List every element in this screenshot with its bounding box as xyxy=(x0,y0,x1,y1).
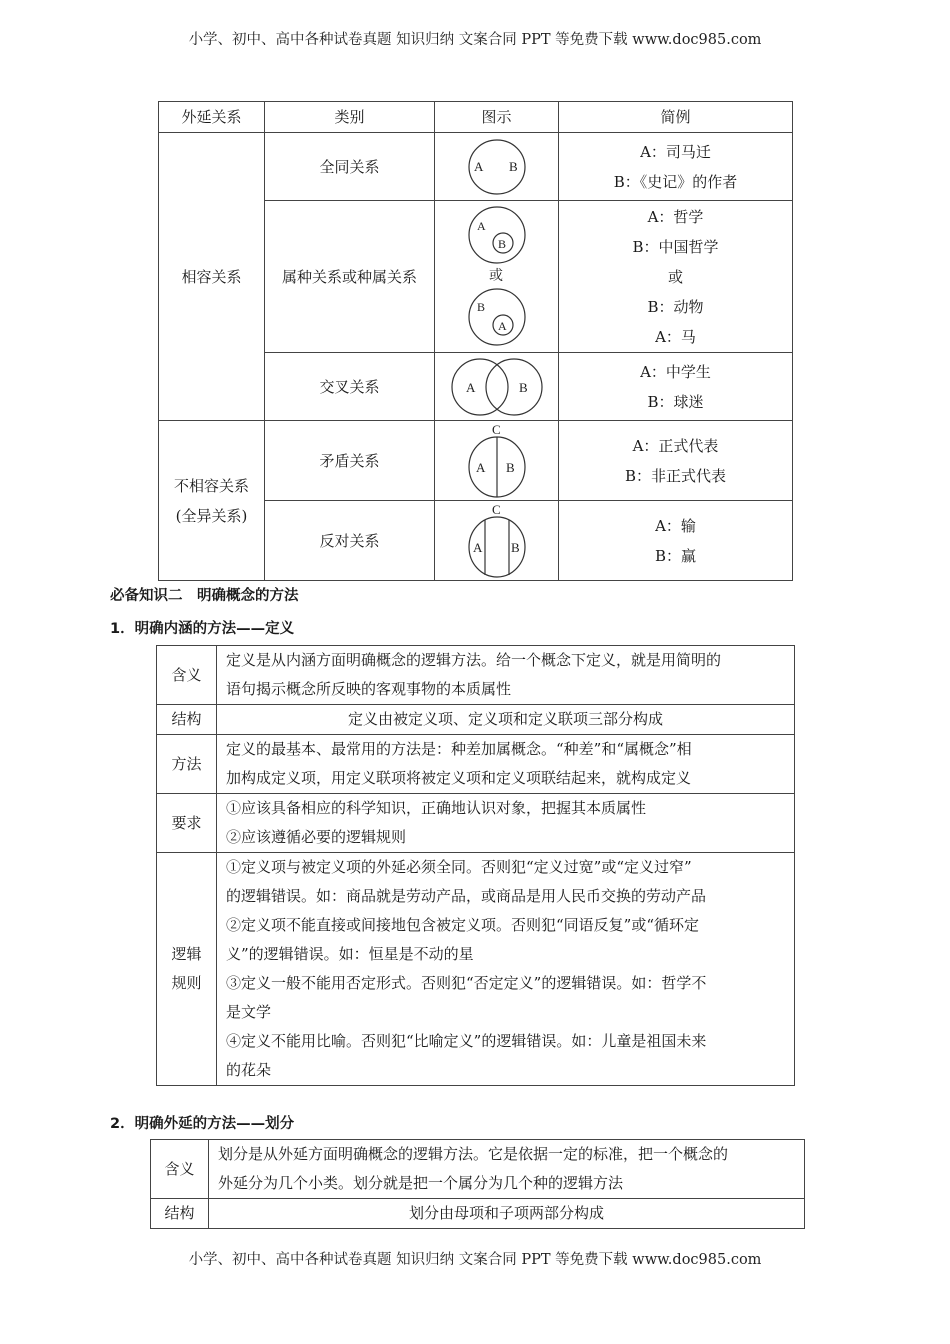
subsection-title-definition: 1．明确内涵的方法——定义 xyxy=(110,621,295,637)
row-key: 方法 xyxy=(157,735,217,794)
example-line: B：动物 xyxy=(647,297,704,316)
header-diagram: 图示 xyxy=(435,102,559,133)
example-line: A：马 xyxy=(655,327,696,346)
value-line: ②定义项不能直接或间接地包含被定义项。否则犯“同语反复”或“循环定 xyxy=(226,916,700,934)
value-line: ④定义不能用比喻。否则犯“比喻定义”的逻辑错误。如：儿童是祖国未来 xyxy=(226,1032,707,1050)
inclusion-venn-icon xyxy=(462,205,532,349)
row-value xyxy=(217,705,795,735)
diagram-cell xyxy=(435,421,559,501)
category-cell: 反对关系 xyxy=(265,501,435,581)
row-key: 要求 xyxy=(157,794,217,853)
key-line: 规则 xyxy=(171,974,202,992)
table-row xyxy=(157,735,795,794)
example-line: A：哲学 xyxy=(647,207,704,226)
value-line: 的逻辑错误。如：商品就是劳动产品，或商品是用人民币交换的劳动产品 xyxy=(226,887,707,905)
value-line: 是文学 xyxy=(226,1003,272,1021)
svg-text:B: B xyxy=(476,299,485,314)
svg-text:C: C xyxy=(491,422,501,437)
group-name-line: (全异关系) xyxy=(175,506,248,525)
table-row xyxy=(159,133,793,201)
example-line: 或 xyxy=(667,267,683,286)
header-category: 类别 xyxy=(265,102,435,133)
diagram-cell xyxy=(435,201,559,353)
value-line: ③定义一般不能用否定形式。否则犯“否定定义”的逻辑错误。如：哲学不 xyxy=(226,974,707,992)
value-line: 划分是从外延方面明确概念的逻辑方法。它是依据一定的标准，把一个概念的 xyxy=(218,1145,729,1163)
svg-text:B: B xyxy=(505,459,515,475)
example-line: A：中学生 xyxy=(640,362,711,381)
division-table xyxy=(150,1139,805,1229)
example-line: B：《史记》的作者 xyxy=(613,172,738,191)
diagram-cell xyxy=(435,353,559,421)
header-extension-relation: 外延关系 xyxy=(159,102,265,133)
row-key: 含义 xyxy=(157,646,217,705)
value-line: 定义是从内涵方面明确概念的逻辑方法。给一个概念下定义，就是用简明的 xyxy=(226,651,722,669)
group-incompatible xyxy=(159,421,265,581)
svg-text:A: A xyxy=(497,318,507,333)
row-value xyxy=(217,853,795,1086)
row-value xyxy=(217,735,795,794)
value-line: 定义的最基本、最常用的方法是：种差加属概念。“种差”和“属概念”相 xyxy=(226,740,692,758)
example-line: B：非正式代表 xyxy=(624,466,727,485)
table-row xyxy=(157,646,795,705)
example-line: A：正式代表 xyxy=(632,436,719,455)
row-key: 结构 xyxy=(157,705,217,735)
svg-text:C: C xyxy=(491,502,501,517)
example-line: A：输 xyxy=(655,516,696,535)
key-line: 逻辑 xyxy=(171,945,202,963)
svg-text:B: B xyxy=(510,539,520,555)
value-line: 义”的逻辑错误。如：恒星是不动的星 xyxy=(226,945,474,963)
example-cell xyxy=(559,201,793,353)
identity-venn-icon xyxy=(465,138,529,196)
svg-text:B: B xyxy=(497,236,506,251)
subsection-title-division: 2．明确外延的方法——划分 xyxy=(110,1116,295,1132)
svg-text:A: A xyxy=(473,158,483,174)
group-compatible: 相容关系 xyxy=(159,133,265,421)
intersection-venn-icon xyxy=(447,357,547,417)
table-header-row xyxy=(159,102,793,133)
row-key: 含义 xyxy=(151,1140,209,1199)
example-line: B：中国哲学 xyxy=(632,237,719,256)
svg-text:A: A xyxy=(476,218,486,233)
value-line: 加构成定义项，用定义联项将被定义项和定义项联结起来，就构成定义 xyxy=(226,769,692,787)
value-line: ①应该具备相应的科学知识，正确地认识对象，把握其本质属性 xyxy=(226,799,647,817)
value-line: 划分由母项和子项两部分构成 xyxy=(408,1204,604,1222)
value-line: 外延分为几个小类。划分就是把一个属分为几个种的逻辑方法 xyxy=(218,1174,624,1192)
svg-text:A: A xyxy=(472,539,482,555)
table-row xyxy=(157,853,795,1086)
value-line: 语句揭示概念所反映的客观事物的本质属性 xyxy=(226,680,512,698)
row-value xyxy=(209,1199,805,1229)
diagram-cell xyxy=(435,133,559,201)
table-row xyxy=(159,421,793,501)
contradiction-venn-icon xyxy=(465,423,529,499)
contrary-venn-icon xyxy=(465,503,529,579)
page-header: 小学、初中、高中各种试卷真题 知识归纳 文案合同 PPT 等免费下载 www.doc985.com xyxy=(188,32,762,48)
value-line: 的花朵 xyxy=(226,1061,272,1079)
row-value xyxy=(209,1140,805,1199)
svg-text:B: B xyxy=(518,379,528,395)
header-example: 简例 xyxy=(559,102,793,133)
svg-text:B: B xyxy=(508,158,518,174)
value-line: ①定义项与被定义项的外延必须全同。否则犯“定义过宽”或“定义过窄” xyxy=(226,858,692,876)
svg-text:A: A xyxy=(475,459,485,475)
page-footer: 小学、初中、高中各种试卷真题 知识归纳 文案合同 PPT 等免费下载 www.doc985.com xyxy=(188,1252,762,1268)
table-row xyxy=(151,1199,805,1229)
table-row xyxy=(157,794,795,853)
example-cell xyxy=(559,353,793,421)
group-name-line: 不相容关系 xyxy=(173,476,249,495)
example-cell xyxy=(559,501,793,581)
table-row xyxy=(151,1140,805,1199)
svg-text:或: 或 xyxy=(488,267,503,284)
svg-text:A: A xyxy=(465,379,475,395)
value-line: 定义由被定义项、定义项和定义联项三部分构成 xyxy=(347,710,663,728)
example-cell xyxy=(559,421,793,501)
value-line: ②应该遵循必要的逻辑规则 xyxy=(226,828,407,846)
category-cell: 属种关系或种属关系 xyxy=(265,201,435,353)
definition-table xyxy=(156,645,795,1086)
diagram-cell xyxy=(435,501,559,581)
extension-relation-table xyxy=(158,101,793,581)
category-cell: 交叉关系 xyxy=(265,353,435,421)
example-line: B：赢 xyxy=(654,546,697,565)
example-cell xyxy=(559,133,793,201)
category-cell: 矛盾关系 xyxy=(265,421,435,501)
section-title: 必备知识二 明确概念的方法 xyxy=(110,588,299,604)
table-row xyxy=(157,705,795,735)
row-value xyxy=(217,646,795,705)
category-cell: 全同关系 xyxy=(265,133,435,201)
row-value xyxy=(217,794,795,853)
row-key xyxy=(157,853,217,1086)
example-line: A：司马迁 xyxy=(640,142,711,161)
row-key: 结构 xyxy=(151,1199,209,1229)
example-line: B：球迷 xyxy=(647,392,704,411)
